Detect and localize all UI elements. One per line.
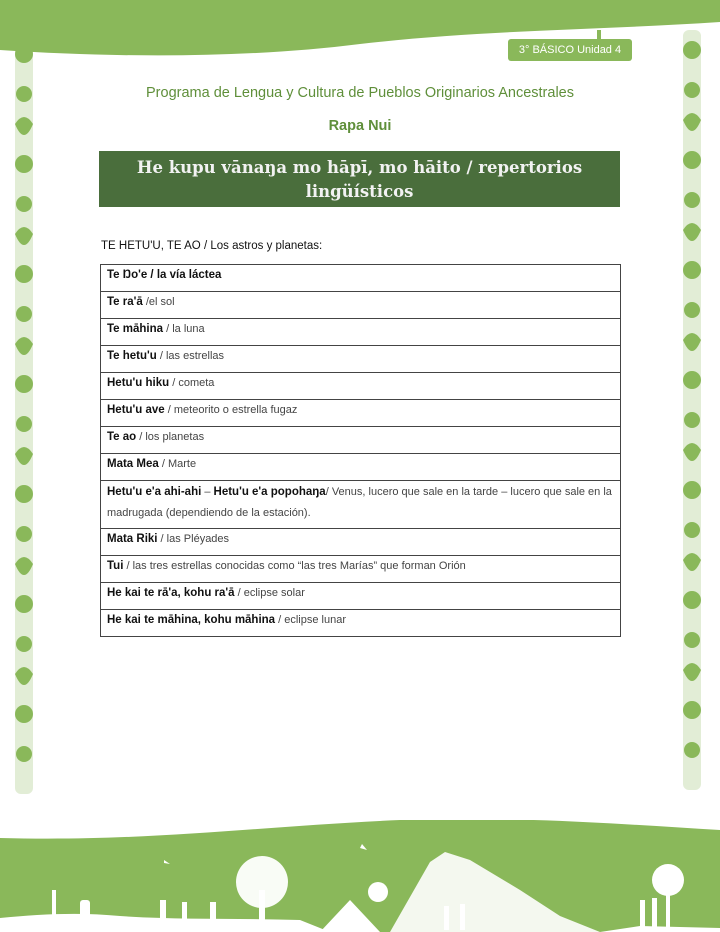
separator: / <box>142 296 149 308</box>
table-row <box>101 454 621 481</box>
separator: / <box>158 458 168 470</box>
unit-badge: 3° BÁSICO Unidad 4 <box>508 39 632 61</box>
program-title: Programa de Lengua y Cultura de Pueblos Originarios Ancestrales <box>146 85 574 101</box>
translation: cometa <box>178 377 215 389</box>
separator: / <box>123 560 133 572</box>
banner-line-2: lingüísticos <box>305 182 414 201</box>
separator: / <box>325 486 332 498</box>
term: Te ao <box>107 431 137 443</box>
heading-rapanui: TE HETU'U, TE AO <box>101 240 201 252</box>
term: He kai te māhina, kohu māhina <box>107 614 276 626</box>
term: Mata Mea <box>107 458 159 470</box>
translation: Venus, lucero que sale en la tarde – lucero que sale en la madrugada (dependiendo de la estación). <box>107 486 612 519</box>
separator: / <box>136 431 146 443</box>
term: Hetu'u ave <box>107 404 165 416</box>
section-banner <box>99 151 620 207</box>
table-row <box>101 292 621 319</box>
table-cell <box>101 556 621 583</box>
term: Tui <box>107 560 124 572</box>
term: Hetu'u hiku <box>107 377 170 389</box>
separator: / <box>164 404 174 416</box>
translation: las estrellas <box>165 350 225 362</box>
table-row <box>101 610 621 637</box>
table-row <box>101 481 621 529</box>
vocab-table <box>100 264 621 637</box>
term: Te hetu'u <box>107 350 157 362</box>
term: Te māhina <box>107 323 164 335</box>
translation: eclipse lunar <box>284 614 347 626</box>
separator: / <box>156 350 166 362</box>
translation: las tres estrellas conocidas como “las tres Marías” que forman Orión <box>132 560 466 572</box>
translation: la luna <box>172 323 205 335</box>
term: Te ra'ā <box>107 296 143 308</box>
term-dash: – <box>201 486 214 498</box>
term-2: Hetu'u e'a popohaŋa <box>213 486 326 498</box>
table-row <box>101 427 621 454</box>
term: Te Ŋo'e / la vía láctea <box>107 269 222 281</box>
table-cell <box>101 427 621 454</box>
translation: eclipse solar <box>243 587 305 599</box>
separator: / <box>275 614 285 626</box>
table-cell <box>101 529 621 556</box>
translation: el sol <box>148 296 175 308</box>
term: He kai te rā'a, kohu ra'ā <box>107 587 235 599</box>
table-cell <box>101 400 621 427</box>
vocab-heading <box>101 240 322 252</box>
translation: los planetas <box>145 431 205 443</box>
table-cell <box>101 583 621 610</box>
heading-colon: : <box>319 240 323 252</box>
separator: / <box>157 533 167 545</box>
separator: / <box>234 587 244 599</box>
heading-separator: / <box>200 240 211 252</box>
left-ornament-border <box>11 34 37 794</box>
table-cell <box>101 454 621 481</box>
table-row <box>101 400 621 427</box>
translation: meteorito o estrella fugaz <box>173 404 298 416</box>
table-row <box>101 265 621 292</box>
term: Hetu'u e'a ahi-ahi <box>107 486 202 498</box>
landscape-footer-illustration <box>0 820 720 932</box>
heading-spanish: Los astros y planetas <box>210 240 320 252</box>
table-row <box>101 346 621 373</box>
table-row <box>101 319 621 346</box>
banner-line-1: He kupu vānaŋa mo hāpī, mo hāito / repertorios <box>136 158 583 177</box>
translation: Marte <box>167 458 197 470</box>
table-row <box>101 373 621 400</box>
table-cell <box>101 292 621 319</box>
table-cell <box>101 265 621 292</box>
term: Mata Riki <box>107 533 158 545</box>
table-cell <box>101 481 621 529</box>
translation: las Pléyades <box>166 533 230 545</box>
language-title: Rapa Nui <box>328 118 392 134</box>
separator: / <box>169 377 179 389</box>
separator: / <box>163 323 173 335</box>
table-row <box>101 556 621 583</box>
table-cell <box>101 346 621 373</box>
table-cell <box>101 610 621 637</box>
table-cell <box>101 373 621 400</box>
table-cell <box>101 319 621 346</box>
table-row <box>101 583 621 610</box>
right-ornament-border <box>679 30 705 790</box>
table-row <box>101 529 621 556</box>
